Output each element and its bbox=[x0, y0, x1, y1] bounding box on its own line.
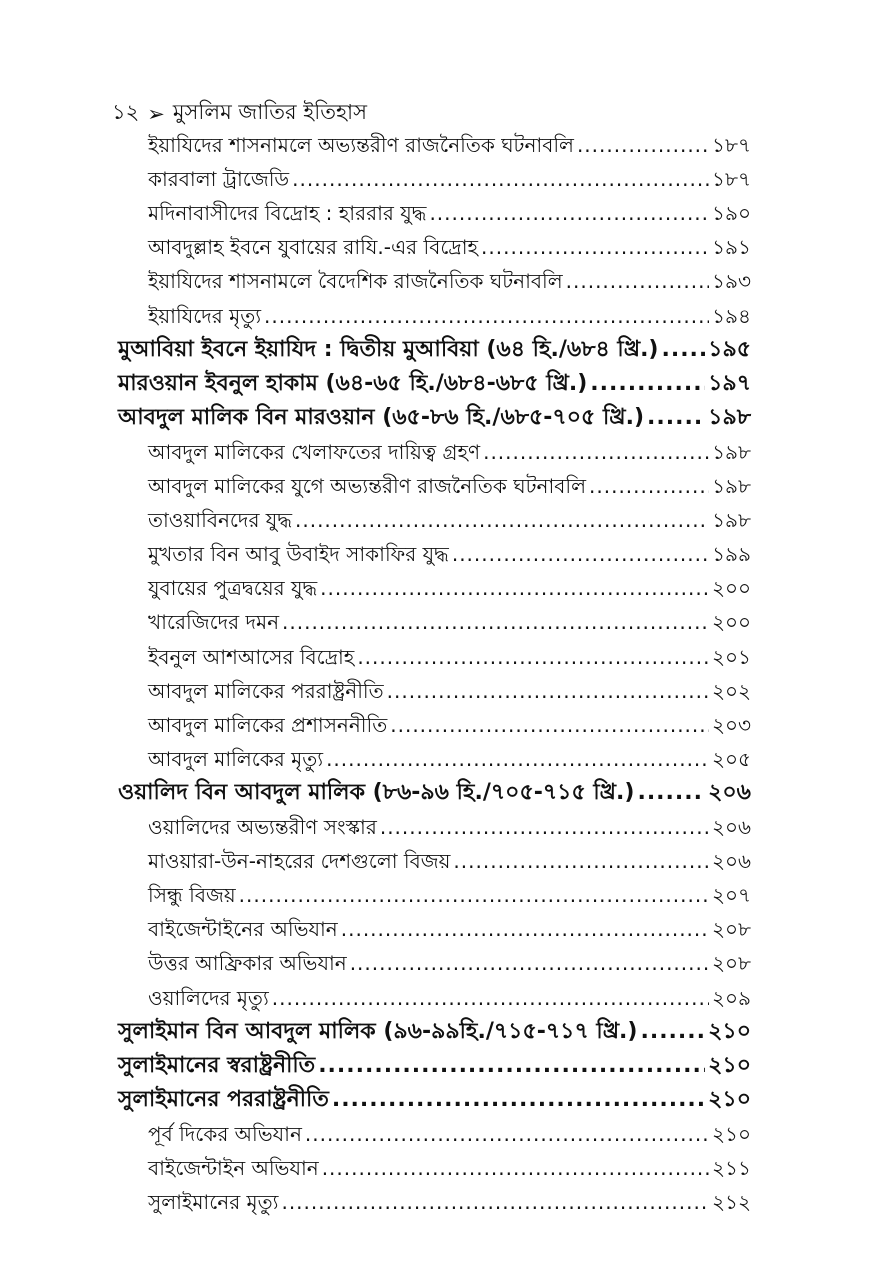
toc-leader-dots bbox=[326, 742, 709, 776]
toc-leader-dots bbox=[282, 605, 709, 639]
toc-chapter-entry bbox=[118, 333, 751, 367]
toc-leader-dots bbox=[292, 162, 709, 196]
toc-entry-title: ইয়াযিদের শাসনামলে বৈদেশিক রাজনৈতিক ঘটনাবলি bbox=[148, 269, 563, 294]
toc-chapter-entry bbox=[118, 1049, 751, 1083]
toc-chapter-entry bbox=[118, 367, 751, 401]
toc-entry-title: ইয়াযিদের মৃত্যু bbox=[148, 303, 262, 328]
toc-leader-dots bbox=[380, 810, 709, 844]
toc-entry-title: মাওয়ারা-উন-নাহরের দেশগুলো বিজয় bbox=[148, 849, 451, 874]
toc-entry-title: পূর্ব দিকের অভিযান bbox=[148, 1121, 302, 1146]
toc-section-entry bbox=[148, 230, 751, 264]
toc-leader-dots bbox=[452, 537, 709, 571]
toc-entry-page-number: ১৯৫ bbox=[708, 336, 751, 362]
toc-entry-page-number: ২১০ bbox=[708, 1018, 751, 1044]
toc-section-entry bbox=[148, 503, 751, 537]
toc-leader-dots bbox=[387, 674, 709, 708]
toc-section-entry bbox=[148, 1151, 751, 1185]
toc-leader-dots bbox=[272, 981, 709, 1015]
toc-leader-dots bbox=[661, 333, 705, 367]
toc-leader-dots bbox=[483, 435, 709, 469]
toc-section-entry bbox=[148, 640, 751, 674]
toc-leader-dots bbox=[481, 230, 709, 264]
toc-entry-title: আবদুল মালিকের প্রশাসননীতি bbox=[148, 712, 388, 737]
toc-chapter-entry bbox=[118, 1015, 751, 1049]
toc-entry-title: ওয়ালিদ বিন আবদুল মালিক (৮৬-৯৬ হি./৭০৫-৭১৫ খ্রি.) bbox=[118, 779, 635, 805]
toc-leader-dots bbox=[332, 1083, 705, 1117]
toc-leader-dots bbox=[357, 640, 709, 674]
toc-section-entry bbox=[148, 981, 751, 1015]
toc-section-entry bbox=[148, 878, 751, 912]
toc-leader-dots bbox=[640, 1015, 705, 1049]
toc-section-entry bbox=[148, 742, 751, 776]
toc-leader-dots bbox=[305, 1117, 709, 1151]
toc-section-entry bbox=[148, 946, 751, 980]
toc-entry-page-number: ২০৭ bbox=[711, 883, 751, 908]
toc-leader-dots bbox=[264, 299, 709, 333]
toc-entry-page-number: ২০৬ bbox=[711, 849, 751, 874]
toc-leader-dots bbox=[318, 1049, 705, 1083]
toc-section-entry bbox=[148, 1185, 751, 1219]
toc-section-entry bbox=[148, 605, 751, 639]
toc-leader-dots bbox=[637, 776, 705, 810]
toc-section-entry bbox=[148, 128, 751, 162]
toc-chapter-entry bbox=[118, 401, 751, 435]
toc-entry-page-number: ২০০ bbox=[711, 610, 751, 635]
toc-leader-dots bbox=[429, 196, 709, 230]
toc-leader-dots bbox=[350, 946, 709, 980]
toc-entry-title: তাওয়াবিনদের যুদ্ধ bbox=[148, 508, 292, 533]
toc-entry-title: কারবালা ট্রাজেডি bbox=[148, 167, 290, 192]
toc-section-entry bbox=[148, 162, 751, 196]
toc-entry-title: বাইজেন্টাইনের অভিযান bbox=[148, 917, 338, 942]
toc-entry-title: সুলাইমানের পররাষ্ট্রনীতি bbox=[118, 1086, 329, 1112]
toc-leader-dots bbox=[390, 708, 709, 742]
toc-entry-title: ইয়াযিদের শাসনামলে অভ্যন্তরীণ রাজনৈতিক ঘটনাবলি bbox=[148, 133, 574, 157]
toc-chapter-entry bbox=[118, 776, 751, 810]
toc-entry-page-number: ২১০ bbox=[708, 1086, 751, 1112]
toc-entry-title: মুখতার বিন আবু উবাইদ সাকাফির যুদ্ধ bbox=[148, 542, 449, 567]
toc-leader-dots bbox=[322, 1151, 709, 1185]
toc-section-entry bbox=[148, 912, 751, 946]
toc-leader-dots bbox=[590, 367, 705, 401]
toc-section-entry bbox=[148, 571, 751, 605]
toc-entry-page-number: ২০৬ bbox=[708, 779, 751, 805]
toc-entry-page-number: ২০০ bbox=[711, 576, 751, 601]
toc-entry-title: আবদুল মালিকের যুগে অভ্যন্তরীণ রাজনৈতিক ঘটনাবলি bbox=[148, 474, 587, 498]
toc-chapter-entry bbox=[118, 1083, 751, 1117]
toc-section-entry bbox=[148, 435, 751, 469]
toc-entry-page-number: ১৯৩ bbox=[712, 269, 751, 294]
toc-entry-page-number: ২০১ bbox=[712, 644, 751, 669]
toc-entry-title: সুলাইমান বিন আবদুল মালিক (৯৬-৯৯হি./৭১৫-৭১৭ খ্রি.) bbox=[118, 1018, 638, 1044]
toc-entry-page-number: ২১০ bbox=[708, 1052, 751, 1078]
toc-entry-page-number: ২০৫ bbox=[712, 746, 751, 771]
toc-section-entry bbox=[148, 810, 751, 844]
toc-entry-title: সুলাইমানের স্বরাষ্ট্রনীতি bbox=[118, 1052, 316, 1078]
toc-leader-dots bbox=[453, 844, 709, 878]
toc-entry-page-number: ১৯০ bbox=[712, 201, 751, 226]
toc-entry-title: ওয়ালিদের মৃত্যু bbox=[148, 985, 269, 1010]
toc-entry-page-number: ১৮৭ bbox=[712, 133, 751, 157]
toc-section-entry bbox=[148, 196, 751, 230]
toc-entry-page-number: ১৯৪ bbox=[712, 303, 751, 328]
toc-entry-title: আবদুল মালিকের মৃত্যু bbox=[148, 746, 324, 771]
toc-entry-page-number: ২১২ bbox=[712, 1190, 751, 1215]
running-header bbox=[112, 96, 367, 131]
toc-leader-dots bbox=[281, 1185, 709, 1219]
arrow-icon: ➢ bbox=[147, 101, 165, 126]
toc-leader-dots bbox=[566, 264, 709, 298]
toc-entry-title: সুলাইমানের মৃত্যু bbox=[148, 1190, 279, 1215]
toc-section-entry bbox=[148, 708, 751, 742]
toc-entry-title: আবদুল মালিকের পররাষ্ট্রনীতি bbox=[148, 678, 384, 703]
toc-section-entry bbox=[148, 537, 751, 571]
toc-leader-dots bbox=[239, 878, 709, 912]
toc-entry-title: যুবায়ের পুত্রদ্বয়ের যুদ্ধ bbox=[148, 576, 318, 601]
toc-entry-page-number: ২১১ bbox=[712, 1156, 751, 1180]
toc-entry-title: আবদুল মালিক বিন মারওয়ান (৬৫-৮৬ হি./৬৮৫-৭০৫ খ্রি.) bbox=[118, 404, 645, 430]
toc-entry-title: খারেজিদের দমন bbox=[148, 610, 280, 635]
toc-entry-title: আবদুল মালিকের খেলাফতের দায়িত্ব গ্রহণ bbox=[148, 439, 481, 464]
toc-leader-dots bbox=[589, 469, 709, 503]
toc-entry-page-number: ২০৮ bbox=[712, 917, 751, 942]
toc-leader-dots bbox=[647, 401, 705, 435]
toc-leader-dots bbox=[295, 503, 709, 537]
toc-section-entry bbox=[148, 1117, 751, 1151]
toc-entry-page-number: ২০২ bbox=[711, 678, 751, 703]
toc-entry-page-number: ১৯৭ bbox=[708, 370, 751, 396]
toc-leader-dots bbox=[341, 912, 709, 946]
toc-entry-title: মদিনাবাসীদের বিদ্রোহ : হাররার যুদ্ধ bbox=[148, 201, 427, 226]
toc-entry-page-number: ২০৮ bbox=[712, 951, 751, 976]
toc-entry-title: উত্তর আফ্রিকার অভিযান bbox=[148, 951, 347, 976]
toc-leader-dots bbox=[320, 571, 709, 605]
toc-entry-title: বাইজেন্টাইন অভিযান bbox=[148, 1156, 319, 1180]
toc-entry-page-number: ২০৩ bbox=[711, 712, 751, 737]
toc-section-entry bbox=[148, 844, 751, 878]
toc-section-entry bbox=[148, 674, 751, 708]
toc-entry-page-number: ১৮৭ bbox=[712, 167, 751, 192]
toc-section-entry bbox=[148, 469, 751, 503]
toc-entry-page-number: ২০৯ bbox=[712, 985, 751, 1010]
toc-entry-page-number: ১৯৮ bbox=[712, 474, 751, 498]
book-title: মুসলিম জাতির ইতিহাস bbox=[172, 100, 367, 124]
toc-entry-title: মারওয়ান ইবনুল হাকাম (৬৪-৬৫ হি./৬৮৪-৬৮৫ খ্রি.) bbox=[118, 370, 588, 396]
toc-entry-page-number: ২০৬ bbox=[711, 815, 751, 839]
toc-leader-dots bbox=[577, 128, 709, 162]
toc-entry-page-number: ১৯৮ bbox=[712, 508, 751, 533]
toc-entry-page-number: ২১০ bbox=[712, 1121, 751, 1146]
toc-entry-page-number: ১৯৮ bbox=[712, 439, 751, 464]
toc-entry-page-number: ১৯১ bbox=[712, 235, 751, 260]
toc-entry-page-number: ১৯৮ bbox=[708, 404, 751, 430]
toc-section-entry bbox=[148, 299, 751, 333]
toc-entry-title: আবদুল্লাহ ইবনে যুবায়ের রাযি.-এর বিদ্রোহ bbox=[148, 235, 479, 260]
toc-entry-title: ওয়ালিদের অভ্যন্তরীণ সংস্কার bbox=[148, 815, 377, 839]
toc-entry-title: মুআবিয়া ইবনে ইয়াযিদ : দ্বিতীয় মুআবিয়া (৬৪ হি./৬৮৪ খ্রি.) bbox=[118, 336, 659, 362]
toc-entry-title: সিন্ধু বিজয় bbox=[148, 883, 236, 908]
page-number: ১২ bbox=[112, 100, 140, 124]
toc-entry-title: ইবনুল আশআসের বিদ্রোহ bbox=[148, 644, 355, 669]
toc-section-entry bbox=[148, 264, 751, 298]
toc-entry-page-number: ১৯৯ bbox=[712, 542, 751, 567]
